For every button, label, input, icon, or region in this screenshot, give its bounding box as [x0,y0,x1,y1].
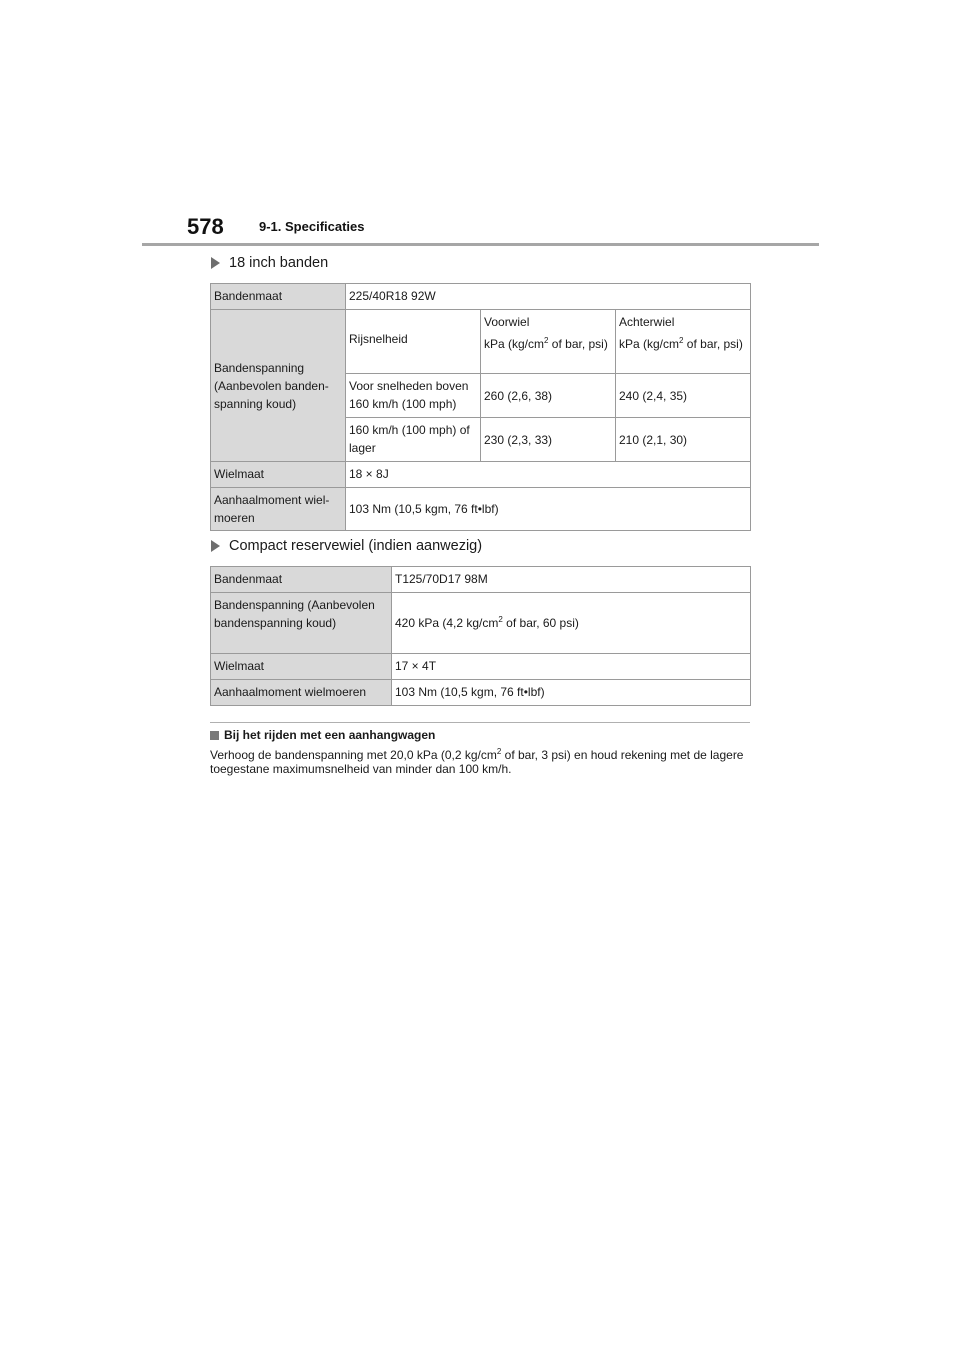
speed-below-160: 160 km/h (100 mph) of lager [346,418,481,462]
tire-spec-table-compact-spare [210,566,751,706]
bandenspanning-label: Bandenspanning (Aanbevolen bandenspanning koud) [211,593,392,654]
table-row [211,567,751,593]
torque-label: Aanhaalmoment wielmoeren [211,680,392,706]
square-bullet-icon [210,731,219,740]
bandenmaat-label: Bandenmaat [211,567,392,593]
pressure-rear-high: 240 (2,4, 35) [616,374,751,418]
table-row [211,488,751,531]
header-divider [142,243,819,246]
wielmaat-value: 18 × 8J [346,462,751,488]
table-row [211,593,751,654]
section-heading-18-inch [211,255,328,271]
col-rijsnelheid: Rijsnelheid [346,310,481,374]
pressure-front-high: 260 (2,6, 38) [481,374,616,418]
bandenspanning-label: Bandenspanning (Aanbevolen banden-spanning koud) [211,310,346,462]
pressure-rear-low: 210 (2,1, 30) [616,418,751,462]
bandenmaat-label: Bandenmaat [211,284,346,310]
pressure-front-low: 230 (2,3, 33) [481,418,616,462]
note-body: Verhoog de bandenspanning met 20,0 kPa (0,2 $kg/cm^2$ of bar, 3 psi) en houd rekening met de lagere toegestane maximumsnelheid van minder dan 100 km/h. [210,747,744,776]
triangle-bullet-icon [211,257,220,269]
bandenspanning-value: 420 kPa (4,2 $kg/cm^2$ of bar, 60 psi) [392,593,751,654]
torque-label: Aanhaalmoment wiel-moeren [211,488,346,531]
col-achterwiel [616,310,751,374]
col-voorwiel-unit: kPa ($kg/cm^2$ of bar, psi) [484,336,608,351]
heading-text: Compact reservewiel (indien aanwezig) [229,538,483,554]
note-divider [210,722,750,723]
wielmaat-value: 17 × 4T [392,654,751,680]
torque-value: 103 Nm (10,5 kgm, 76 ft•lbf) [346,488,751,531]
table-row [211,654,751,680]
wielmaat-label: Wielmaat [211,654,392,680]
note-heading [210,728,435,742]
table-row [211,310,751,374]
torque-value: 103 Nm (10,5 kgm, 76 ft•lbf) [392,680,751,706]
table-row [211,680,751,706]
speed-above-160: Voor snelheden boven 160 km/h (100 mph) [346,374,481,418]
heading-text: 18 inch banden [229,255,329,271]
col-achterwiel-title: Achterwiel [619,315,675,329]
section-heading-compact-spare [211,538,482,554]
bandenmaat-value: 225/40R18 92W [346,284,751,310]
section-title: 9-1. Specificaties [259,219,365,234]
bandenmaat-value: T125/70D17 98M [392,567,751,593]
note-heading-text: Bij het rijden met een aanhangwagen [224,728,436,742]
triangle-bullet-icon [211,540,220,552]
tire-spec-table-18-inch [210,283,751,531]
page-number: 578 [187,214,224,239]
table-row [211,462,751,488]
col-achterwiel-unit: kPa ($kg/cm^2$ of bar, psi) [619,336,743,351]
col-voorwiel-title: Voorwiel [484,315,530,329]
wielmaat-label: Wielmaat [211,462,346,488]
col-voorwiel [481,310,616,374]
table-row [211,284,751,310]
